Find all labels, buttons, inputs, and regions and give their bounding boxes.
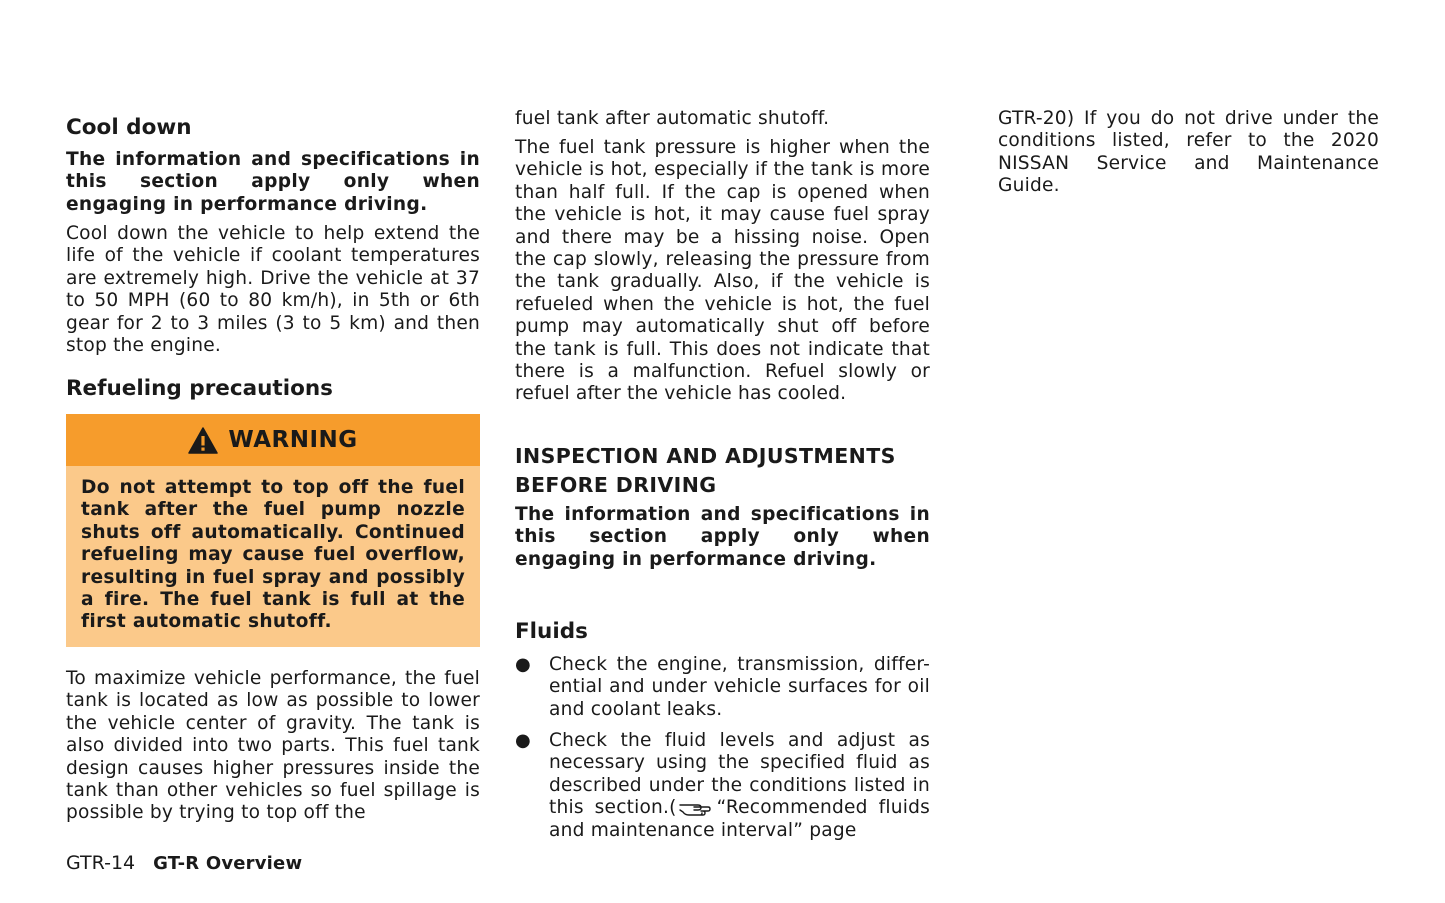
warning-header [66, 414, 480, 466]
fluids-item-1: Check the engine, transmission, differ-ential and under vehicle surfaces for oil and coolant leaks. [549, 654, 930, 720]
list-item [515, 654, 930, 721]
section-title: GT-R Overview [153, 853, 303, 874]
inspection-heading-line1: INSPECTION AND ADJUSTMENTS [515, 444, 896, 468]
page-footer [66, 851, 302, 876]
inspection-heading [515, 442, 896, 500]
cool-down-body: Cool down the vehicle to help extend the life of the vehicle if coolant temperatures are extremely high. Drive the vehicle at 37 to 50 MPH (60 to 80 km/h), in 5th or 6th gear for 2 to 3 miles (3 to 5 km) and then stop the engine. [66, 223, 480, 357]
continued-text: fuel tank after automatic shutoff. [515, 108, 830, 129]
warning-title: WARNING [228, 427, 358, 453]
pointing-hand-icon [679, 799, 713, 817]
fuel-pressure-text: The fuel tank pressure is higher when the vehicle is hot, especially if the tank is more than half full. If the cap is opened when the vehicle is hot, it may cause fuel spray and there may be a hissing noise. Open the cap slowly, releasing the pressure from the tank gradually. Also, if the vehicle is refueled when the vehicle is hot, the fuel pump may automatically shut off before the tank is full. This does not indicate that there is a malfunction. Refuel slowly or refuel after the vehicle has cooled. [515, 137, 930, 405]
bullet-icon: ● [515, 654, 531, 675]
refueling-heading: Refueling precautions [66, 376, 333, 401]
warning-triangle-icon [188, 427, 218, 454]
cool-down-heading: Cool down [66, 115, 192, 140]
fluids-heading: Fluids [515, 619, 588, 644]
fluids-item-2-link: “Recommended fluids and maintenance interval” page [549, 797, 930, 841]
warning-text: Do not attempt to top off the fuel tank after the fuel pump nozzle shuts off automatically. Continued refueling may cause fuel overflow, resulting in fuel spray and possibly a fire. The fuel tank is full at the first automatic shutoff. [81, 477, 465, 633]
continued-text-right: GTR-20) If you do not drive under the conditions listed, refer to the 2020 NISSAN Service and Maintenance Guide. [998, 108, 1379, 197]
inspection-heading-line2: BEFORE DRIVING [515, 473, 717, 497]
page-number: GTR-14 [66, 852, 136, 874]
refueling-body: To maximize vehicle performance, the fuel tank is located as low as possible to lower the vehicle center of gravity. The tank is also divided into two parts. This fuel tank design causes higher pressures inside the tank than other vehicles so fuel spillage is possible by trying to top off the [66, 668, 480, 824]
cool-down-note: The information and specifications in this section apply only when engaging in performance driving. [66, 149, 480, 215]
warning-box [66, 414, 480, 647]
list-item [515, 730, 930, 842]
fluids-item-2-text: Check the fluid levels and adjust as necessary using the specified fluid as described under the conditions listed in this section.( [549, 730, 930, 819]
inspection-note: The information and specifications in this section apply only when engaging in performance driving. [515, 504, 930, 570]
bullet-icon: ● [515, 730, 531, 751]
